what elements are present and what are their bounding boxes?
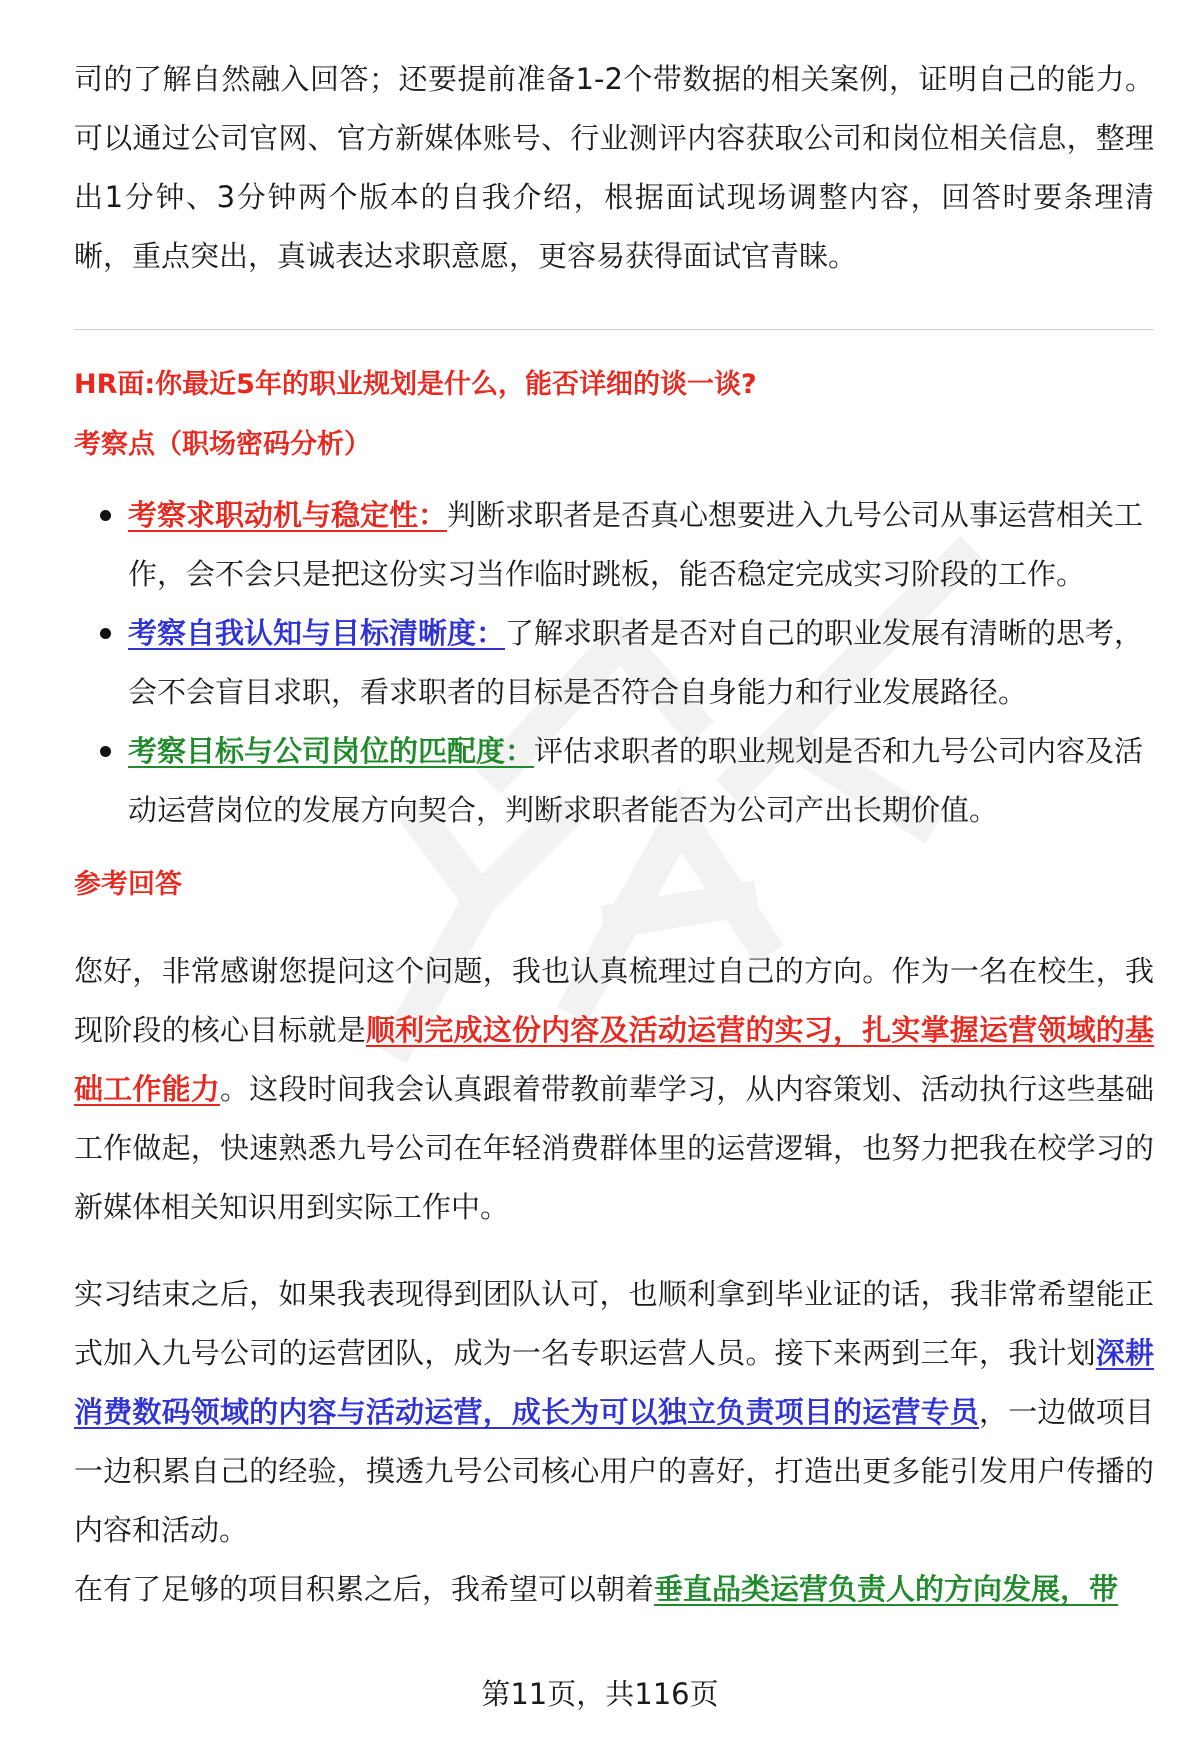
bullet-dot-icon xyxy=(100,746,111,757)
answer-text: 。这段时间我会认真跟着带教前辈学习，从内容策划、活动执行这些基础工作做起，快速熟悉九号公司在年轻消费群体里的运营逻辑，也努力把我在校学习的新媒体相关知识用到实际工作中。 xyxy=(74,1072,1154,1224)
answer-highlight-red: 顺利完成这份内容及活动运营的实习，扎实掌握运营领域的基础工作能力 xyxy=(74,1013,1154,1106)
point-text: 评估求职者的职业规划是否和九号公司内容及活动运营岗位的发展方向契合，判断求职者能否为公司产出长期价值。 xyxy=(128,734,1144,827)
bullet-dot-icon xyxy=(100,510,111,521)
page-number-footer: 第11页，共116页 xyxy=(481,1677,719,1711)
answer-text: ，一边做项目一边积累自己的经验，摸透九号公司核心用户的喜好，打造出更多能引发用户传播的内容和活动。 xyxy=(74,1395,1154,1547)
answer-highlight-blue: 深耕消费数码领域的内容与活动运营，成长为可以独立负责项目的运营专员 xyxy=(74,1336,1154,1429)
point-label: 考察自我认知与目标清晰度： xyxy=(128,616,506,650)
document-page xyxy=(74,50,1154,1619)
answer-text: 您好，非常感谢您提问这个问题，我也认真梳理过自己的方向。作为一名在校生，我现阶段的核心目标就是 xyxy=(74,954,1154,1047)
point-text: 了解求职者是否对自己的职业发展有清晰的思考，会不会盲目求职，看求职者的目标是否符合自身能力和行业发展路径。 xyxy=(128,616,1144,709)
answer-text: 在有了足够的项目积累之后，我希望可以朝着 xyxy=(74,1572,655,1606)
answer-text: 实习结束之后，如果我表现得到团队认可，也顺利拿到毕业证的话，我非常希望能正式加入九号公司的运营团队，成为一名专职运营人员。接下来两到三年，我计划 xyxy=(74,1277,1154,1370)
analysis-point xyxy=(74,604,1154,722)
point-label: 考察求职动机与稳定性： xyxy=(128,498,448,532)
analysis-heading: 考察点（职场密码分析） xyxy=(74,429,371,460)
answer-paragraph-3 xyxy=(74,1560,1154,1619)
point-text: 判断求职者是否真心想要进入九号公司从事运营相关工作，会不会只是把这份实习当作临时跳板，能否稳定完成实习阶段的工作。 xyxy=(128,498,1144,591)
answer-paragraph-1 xyxy=(74,942,1154,1237)
bullet-dot-icon xyxy=(100,628,111,639)
section-divider xyxy=(74,329,1154,330)
intro-paragraph: 司的了解自然融入回答；还要提前准备1-2个带数据的相关案例，证明自己的能力。可以通过公司官网、官方新媒体账号、行业测评内容获取公司和岗位相关信息，整理出1分钟、3分钟两个版本的自我介绍，根据面试现场调整内容，回答时要条理清晰，重点突出，真诚表达求职意愿，更容易获得面试官青睐。 xyxy=(74,62,1154,273)
paragraph-gap xyxy=(74,1237,1154,1265)
point-label: 考察目标与公司岗位的匹配度： xyxy=(128,734,535,768)
answer-highlight-green: 垂直品类运营负责人的方向发展，带 xyxy=(654,1572,1119,1606)
answer-paragraph-2 xyxy=(74,1265,1154,1560)
answer-heading: 参考回答 xyxy=(74,869,182,900)
analysis-point xyxy=(74,486,1154,604)
analysis-points xyxy=(74,486,1154,840)
question-heading: HR面:你最近5年的职业规划是什么，能否详细的谈一谈? xyxy=(74,369,757,400)
analysis-point xyxy=(74,722,1154,840)
